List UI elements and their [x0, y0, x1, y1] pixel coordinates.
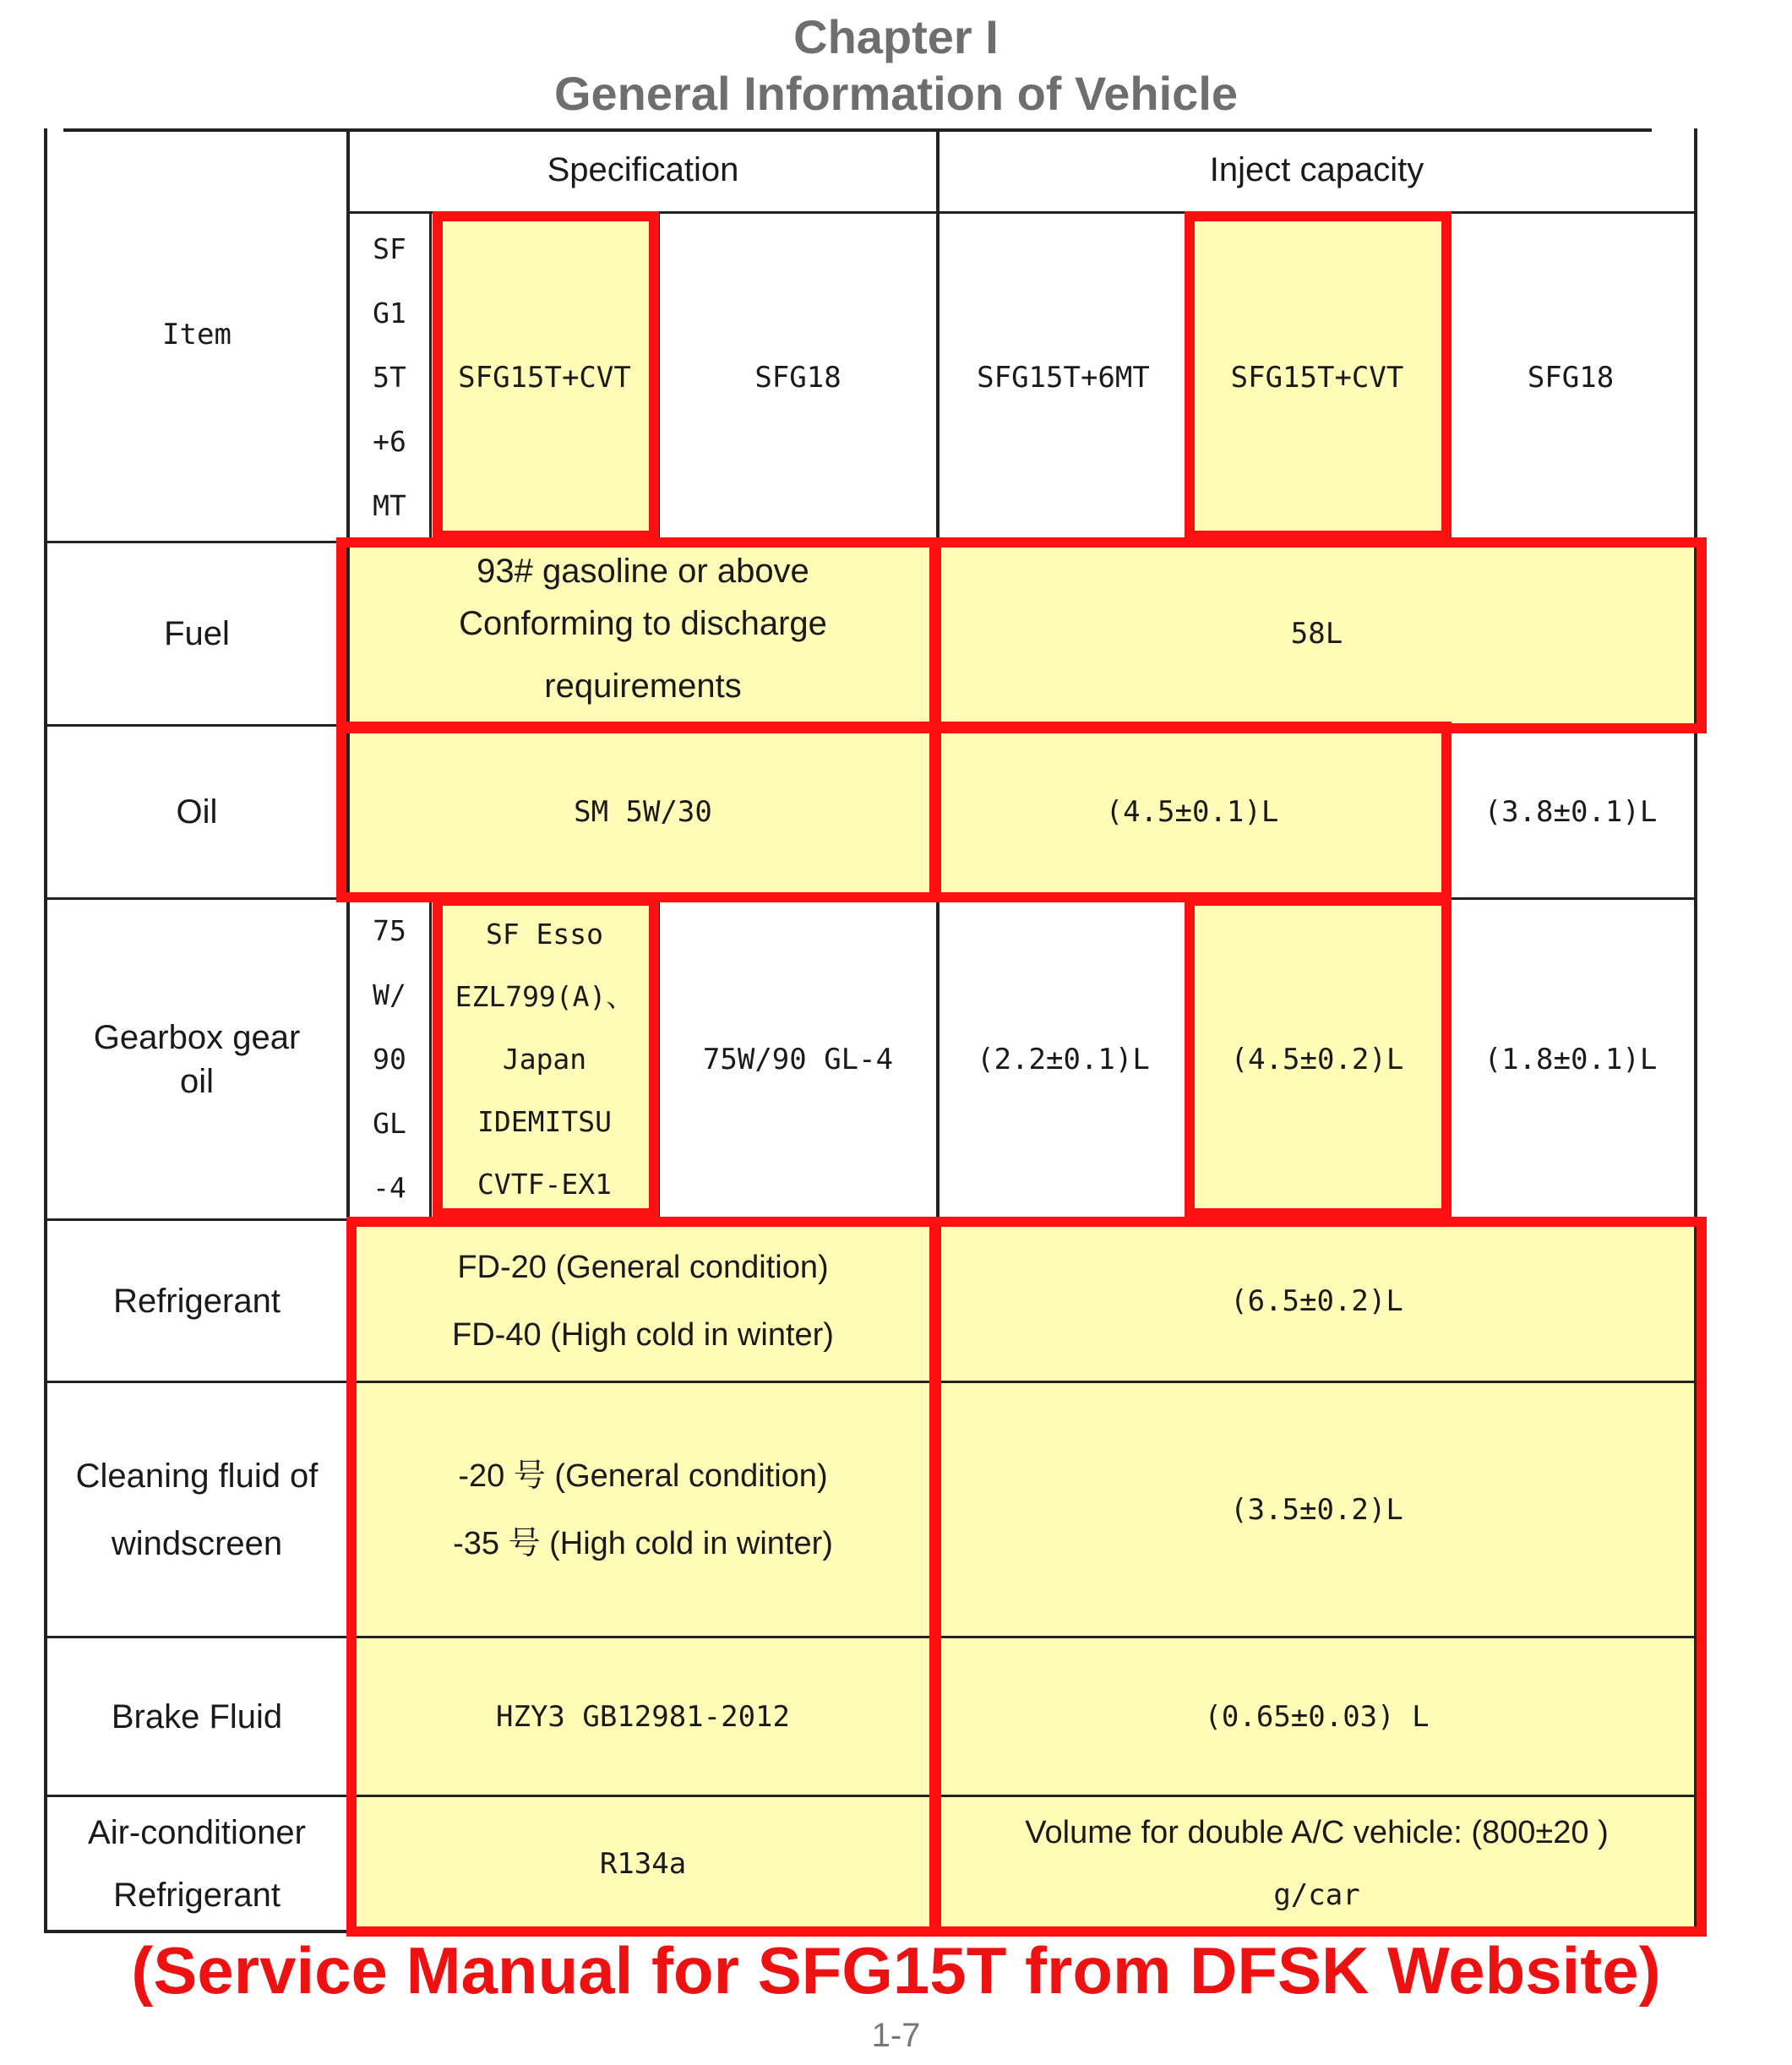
gearbox-label: Gearbox gear oil [93, 1018, 301, 1100]
sfg15t-cvt-column-header: SFG15T+CVT [458, 360, 631, 395]
gearbox-spec-mt: 75 W/ 90 GL -4 [373, 913, 406, 1204]
fuel-capacity: 58L [1290, 617, 1343, 651]
fuel-label: Fuel [164, 615, 230, 652]
inject-capacity-header: Inject capacity [1209, 151, 1424, 188]
capacity-sfg18-header: SFG18 [1527, 360, 1615, 395]
gearbox-spec-cvt: SF Esso EZL799(A)、 Japan IDEMITSU CVTF-EX1 [455, 917, 635, 1201]
refrigerant-spec: FD-20 (General condition) FD-40 (High cold in winter) [452, 1249, 834, 1353]
page-number: 1-7 [871, 2017, 921, 2054]
section-title: General Information of Vehicle [553, 67, 1239, 120]
brake-fluid-capacity: (0.65±0.03) L [1204, 1699, 1430, 1734]
sfg15t-6mt-column-header: SF G1 5T +6 MT [373, 232, 406, 522]
capacity-sfg15t-cvt-header: SFG15T+CVT [1230, 360, 1404, 395]
gearbox-spec-sfg18: 75W/90 GL-4 [702, 1042, 894, 1076]
gearbox-capacity-mt: (2.2±0.1)L [977, 1042, 1150, 1076]
ac-refrigerant-label: Air-conditioner Refrigerant [88, 1813, 306, 1914]
oil-capacity-sfg18: (3.8±0.1)L [1484, 795, 1658, 829]
refrigerant-label: Refrigerant [113, 1282, 281, 1320]
item-label: Item [162, 318, 231, 351]
ac-refrigerant-capacity: Volume for double A/C vehicle: (800±20 ) g/car [1025, 1814, 1609, 1912]
specification-header: Specification [547, 151, 739, 188]
windscreen-fluid-capacity: (3.5±0.2)L [1230, 1492, 1403, 1527]
ac-refrigerant-spec: R134a [599, 1846, 687, 1881]
brake-fluid-spec: HZY3 GB12981-2012 [496, 1699, 790, 1734]
oil-spec: SM 5W/30 [574, 795, 712, 829]
source-caption: (Service Manual for SFG15T from DFSK Website) [131, 1933, 1661, 2008]
windscreen-fluid-label: Cleaning fluid of windscreen [75, 1457, 319, 1562]
windscreen-fluid-spec: -20 号 (General condition) -35 号 (High cold in winter) [453, 1457, 833, 1561]
chapter-heading: Chapter I [793, 10, 999, 63]
oil-capacity-sfg15t: (4.5±0.1)L [1105, 795, 1279, 829]
fuel-spec: 93# gasoline or above Conforming to discharge requirements [459, 553, 827, 705]
oil-label: Oil [176, 793, 218, 831]
gearbox-capacity-cvt: (4.5±0.2)L [1230, 1042, 1404, 1076]
sfg18-column-header: SFG18 [754, 360, 842, 395]
gearbox-capacity-sfg18: (1.8±0.1)L [1484, 1042, 1658, 1076]
capacity-sfg15t-6mt-header: SFG15T+6MT [977, 360, 1150, 395]
brake-fluid-label: Brake Fluid [111, 1697, 283, 1735]
refrigerant-capacity: (6.5±0.2)L [1230, 1283, 1403, 1318]
